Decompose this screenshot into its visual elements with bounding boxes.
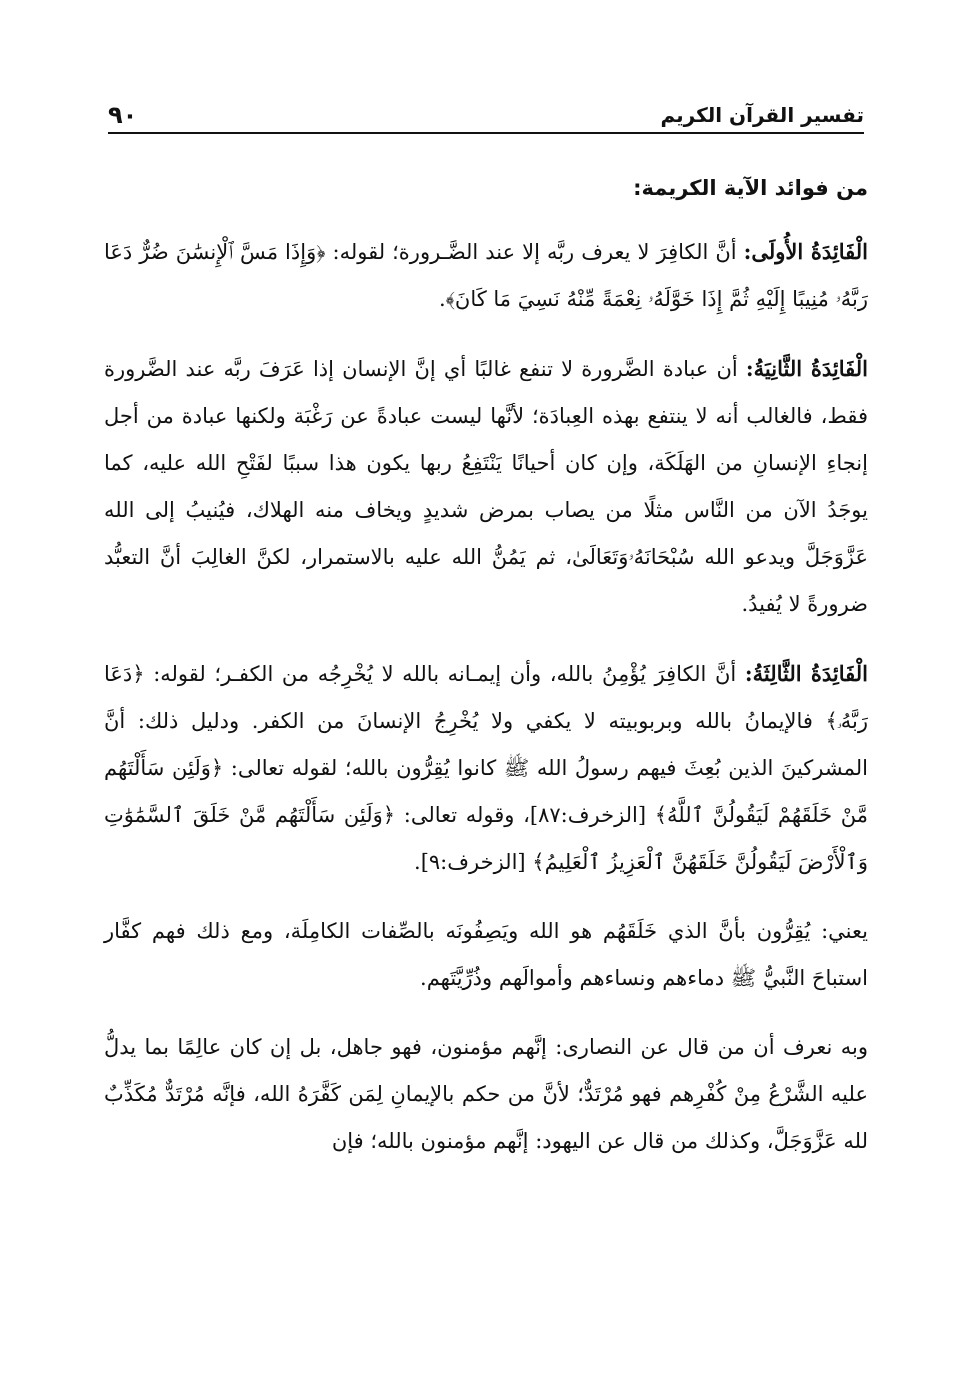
- paragraph-conclusion: [104, 1024, 868, 1165]
- benefit-3-text: أنَّ الكافِرَ يُؤْمِنُ بالله، وأن إيمـانه بالله لا يُخْرِجُه من الكفـر؛ لقوله: ﴿دَعَا رَبَّهُۥ﴾ فالإيمانُ بالله وبربوبيته لا يكفي ولا يُخْرِجُ الإنسانَ من الكفر. ودليل ذلك: أنَّ المشركينَ الذين بُعِثَ فيهم رسولُ الله ﷺ كانوا يُقِرُّون بالله؛ لقوله تعالى: ﴿وَلَئِن سَأَلْتَهُم مَّنْ خَلَقَهُمْ لَيَقُولُنَّ ٱللَّهُ﴾ [الزخرف:٨٧]، وقوله تعالى: ﴿وَلَئِن سَأَلْتَهُم مَّنْ خَلَقَ ٱلسَّمَٰوَٰتِ وَٱلْأَرْضَ لَيَقُولُنَّ خَلَقَهُنَّ ٱلْعَزِيزُ ٱلْعَلِيمُ﴾ [الزخرف:٩].: [104, 662, 868, 874]
- section-heading: من فوائد الآية الكريمة:: [633, 176, 868, 200]
- header-divider: [108, 132, 864, 134]
- benefit-1-label: الْفَائِدَةُ الأُولَى:: [743, 239, 868, 264]
- page-number: ٩٠: [108, 101, 138, 129]
- paragraph-benefit-2: [104, 345, 868, 628]
- book-title: تفسير القرآن الكريم: [660, 103, 864, 127]
- page-body: [104, 168, 868, 1187]
- conclusion-text: وبه نعرف أن من قال عن النصارى: إنَّهم مؤمنون، فهو جاهل، بل إن كان عالِمًا بما يدلُّ عليه الشَّرْعُ مِنْ كُفْرِهم فهو مُرْتَدٌّ؛ لأنَّ من حكم بالإيمانِ لِمَن كَفَّرَهُ الله، فإنَّه مُرْتَدٌّ مُكَذِّبٌ لله عَزَّوَجَلَّ، وكذلك من قال عن اليهود: إنَّهم مؤمنون بالله؛ فإن: [104, 1035, 868, 1153]
- running-header: [108, 96, 864, 130]
- benefit-1-text: أنَّ الكافِرَ لا يعرف ربَّه إلا عند الضَّـرورة؛ لقوله: ﴿وَإِذَا مَسَّ ٱلْإِنسَٰنَ ضُرٌّ دَعَا رَبَّهُۥ مُنِيبًا إِلَيْهِ ثُمَّ إِذَا خَوَّلَهُۥ نِعْمَةً مِّنْهُ نَسِيَ مَا كَانَ﴾.: [104, 240, 868, 311]
- explanation-text: يعني: يُقِرُّون بأنَّ الذي خَلَقَهُم هو الله ويَصِفُونَه بالصِّفات الكامِلَة، ومع ذلك فهم كفَّار استباحَ النَّبيُّ ﷺ دماءهم ونساءهم وأموالَهم وذُرِّيَّتَهم.: [104, 919, 868, 990]
- paragraph-benefit-3: [104, 650, 868, 886]
- paragraph-explanation: [104, 908, 868, 1002]
- benefit-3-label: الْفَائِدَةُ الثَّالِثَةُ:: [744, 661, 868, 686]
- benefit-2-label: الْفَائِدَةُ الثَّانِيَةُ:: [745, 356, 868, 381]
- paragraph-benefit-1: [104, 228, 868, 323]
- benefit-2-text: أن عبادة الضَّرورة لا تنفع غالبًا أي إنَّ الإنسان إذا عَرَفَ ربَّه عند الضَّرورة فقط، فالغالب أنه لا ينتفع بهذه العِبادَة؛ لأنَّها ليست عبادةً عن رَغْبَة ولكنها عبادة من أجل إنجاءِ الإنسانِ من الهَلَكَة، وإن كان أحيانًا يَنْتَفِعُ ربها يكون هذا سببًا لفَتْحِ الله عليه، كما يوجَدُ الآن من النَّاس مثلًا من يصاب بمرض شديدٍ ويخاف منه الهلاك، فيُنيبُ إلى الله عَزَّوَجَلَّ ويدعو الله سُبْحَانَهُۥوَتَعَالَىٰ، ثم يَمُنُّ الله عليه بالاستمرار، لكنَّ الغالِبَ أنَّ التعبُّد ضرورةً لا يُفيدُ.: [104, 357, 868, 616]
